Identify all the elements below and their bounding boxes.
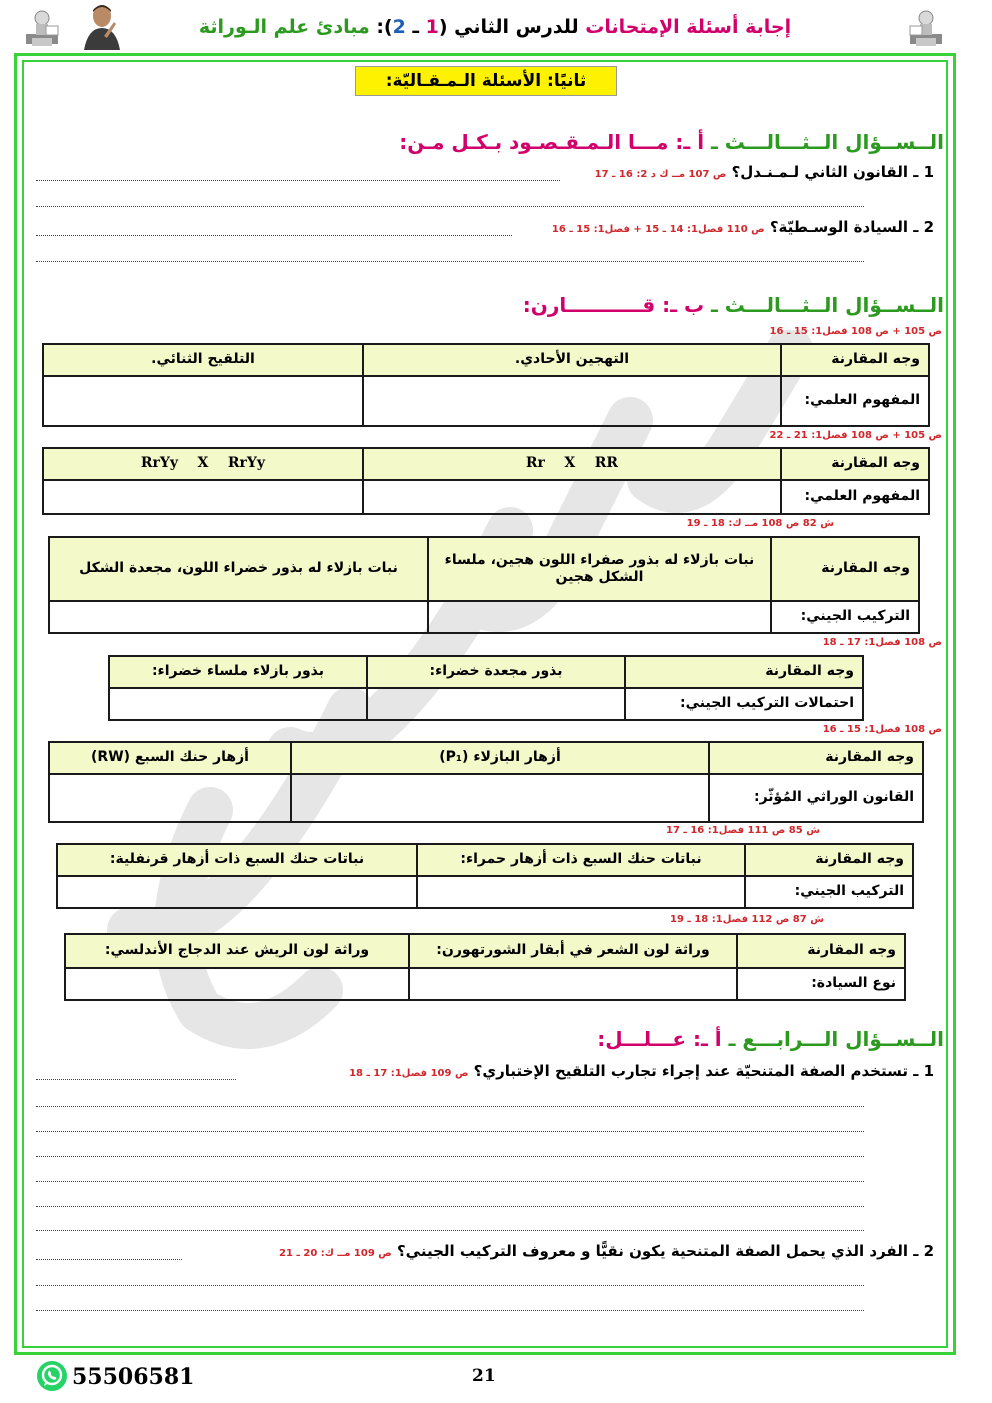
answer-cell[interactable] <box>363 376 781 426</box>
answer-line[interactable] <box>36 1285 864 1286</box>
q3a-item-2 <box>552 218 934 236</box>
header-title-part2: للدرس الثاني ( <box>438 16 586 38</box>
question-3a-heading <box>399 130 944 154</box>
q3b-label: الــســؤال الــثـــالـــث ـ <box>704 293 944 317</box>
comparison-table-5 <box>48 741 924 823</box>
table-cell: وجه المقارنة <box>625 656 863 688</box>
answer-cell[interactable] <box>363 480 781 514</box>
answer-line[interactable] <box>36 1310 864 1311</box>
comparison-table-6 <box>56 843 914 909</box>
table-cell: التلقيح الثنائي. <box>43 344 363 376</box>
q3a-label: الــســؤال الــثـــالـــث ـ <box>704 130 944 154</box>
q4a-text: : عـــلـــل: <box>597 1027 701 1051</box>
question-4a-heading <box>597 1027 944 1051</box>
student-desk-icon-right <box>906 8 946 48</box>
footer-phone: 55506581 <box>72 1364 195 1390</box>
table-cell: وراثة لون الريش عند الدجاج الأندلسي: <box>65 934 409 968</box>
answer-cell[interactable] <box>417 876 745 908</box>
table-row-label: نوع السيادة: <box>737 968 905 1000</box>
answer-cell[interactable] <box>367 688 625 720</box>
answer-line[interactable] <box>36 1079 236 1080</box>
q4a-item-2-ref: ص 109 مــ ك: 20 ـ 21 <box>279 1248 392 1259</box>
q3a-text: : مـــا الـمـقـصـود بـكـل مـن: <box>399 130 684 154</box>
q4a-part: أ ـ <box>700 1027 722 1051</box>
page-header-title <box>170 16 820 38</box>
table-cell: أزهار البازلاء (P₁) <box>291 742 709 774</box>
answer-cell[interactable] <box>409 968 737 1000</box>
answer-cell[interactable] <box>65 968 409 1000</box>
answer-line[interactable] <box>36 1131 864 1132</box>
table-row-label: احتمالات التركيب الجيني: <box>625 688 863 720</box>
table-cell: وراثة لون الشعر في أبقار الشورتهورن: <box>409 934 737 968</box>
table-cell: بذور مجعدة خضراء: <box>367 656 625 688</box>
answer-cell[interactable] <box>49 774 291 822</box>
q3b-text: : قـــــــــــارن: <box>522 293 671 317</box>
answer-line[interactable] <box>36 261 864 262</box>
teacher-photo-icon <box>80 2 124 50</box>
q4a-item-2 <box>279 1242 934 1260</box>
answer-line[interactable] <box>36 1106 864 1107</box>
table-cell: نبات بازلاء له بذور خضراء اللون، مجعدة الشكل <box>49 537 428 601</box>
table-row-label: المفهوم العلمي: <box>781 480 929 514</box>
table-cell: وجه المقارنة <box>781 344 929 376</box>
answer-cell[interactable] <box>57 876 417 908</box>
q3a-item-2-ref: ص 110 فصل1: 14 ـ 15 + فصل1: 15 ـ 16 <box>551 224 765 235</box>
table-7-ref: ش 87 ص 112 فصل1: 18 ـ 19 <box>670 914 824 925</box>
answer-cell[interactable] <box>428 601 771 633</box>
answer-line[interactable] <box>36 1259 182 1260</box>
header-title-part4: مبادئ علم الـوراثة <box>198 16 370 38</box>
q3a-item-1 <box>595 163 934 181</box>
q4a-label: الــســؤال الـــرابـــع ـ <box>721 1027 944 1051</box>
comparison-table-2 <box>42 447 930 515</box>
q3a-item-1-text: 1 ـ القانون الثاني لـمـنـدل؟ <box>731 163 934 181</box>
table-6-ref: ش 85 ص 111 فصل1: 16 ـ 17 <box>666 825 820 836</box>
header-title-num1: 1 <box>425 16 439 38</box>
table-row-label: التركيب الجيني: <box>745 876 913 908</box>
whatsapp-icon <box>36 1360 68 1392</box>
table-cell: وجه المقارنة <box>709 742 923 774</box>
answer-cell[interactable] <box>43 376 363 426</box>
table-cell: RrYy X RrYy <box>43 448 363 480</box>
table-5-ref: ص 108 فصل1: 15 ـ 16 <box>822 724 942 735</box>
q4a-item-1-ref: ص 109 فصل1: 17 ـ 18 <box>349 1068 469 1079</box>
table-3-ref: ش 82 ص 108 مــ ك: 18 ـ 19 <box>686 518 834 529</box>
table-cell: وجه المقارنة <box>745 844 913 876</box>
q4a-item-2-text: 2 ـ الفرد الذي يحمل الصفة المتنحية يكون نقيًّا و معروف التركيب الجيني؟ <box>396 1242 934 1260</box>
question-3b-heading <box>523 293 944 317</box>
answer-cell[interactable] <box>49 601 428 633</box>
q4a-item-1-text: 1 ـ تستخدم الصفة المتنحيّة عند إجراء تجارب التلقيح الإختباري؟ <box>473 1062 934 1080</box>
header-title-sep: ـ <box>405 16 426 38</box>
table-cell: نبات بازلاء له بذور صفراء اللون هجين، ملساء الشكل هجين <box>428 537 771 601</box>
table-row-label: التركيب الجيني: <box>771 601 919 633</box>
table-4-ref: ص 108 فصل1: 17 ـ 18 <box>822 637 942 648</box>
table-cell: نباتات حنك السبع ذات أزهار حمراء: <box>417 844 745 876</box>
answer-line[interactable] <box>36 1156 864 1157</box>
q3a-item-1-ref: ص 107 مــ ك د 2: 16 ـ 17 <box>594 169 727 180</box>
q4a-item-1 <box>349 1062 934 1080</box>
table-cell: وجه المقارنة <box>771 537 919 601</box>
table-1-ref: ص 105 + ص 108 فصل1: 15 ـ 16 <box>769 326 942 337</box>
answer-line[interactable] <box>36 180 560 181</box>
answer-cell[interactable] <box>43 480 363 514</box>
answer-line[interactable] <box>36 1230 864 1231</box>
answer-line[interactable] <box>36 1181 864 1182</box>
table-cell: وجه المقارنة <box>737 934 905 968</box>
table-cell: بذور بازلاء ملساء خضراء: <box>109 656 367 688</box>
comparison-table-3 <box>48 536 920 634</box>
comparison-table-7 <box>64 933 906 1001</box>
answer-line[interactable] <box>36 1206 864 1207</box>
comparison-table-4 <box>108 655 864 721</box>
table-row-label: المفهوم العلمي: <box>781 376 929 426</box>
answer-cell[interactable] <box>291 774 709 822</box>
table-cell: نباتات حنك السبع ذات أزهار قرنفلية: <box>57 844 417 876</box>
header-title-num2: 2 <box>392 16 406 38</box>
table-2-ref: ص 105 + ص 108 فصل1: 21 ـ 22 <box>769 430 942 441</box>
student-desk-icon <box>22 8 62 48</box>
header-title-part1: إجابة أسئلة الإمتحانات <box>585 16 792 38</box>
table-cell: التهجين الأحادي. <box>363 344 781 376</box>
answer-cell[interactable] <box>109 688 367 720</box>
q3a-part: أ ـ <box>683 130 705 154</box>
page-number: 21 <box>472 1366 496 1386</box>
table-cell: أزهار حنك السبع (RW) <box>49 742 291 774</box>
answer-line[interactable] <box>36 235 512 236</box>
header-title-part3: ): <box>369 16 393 38</box>
table-cell: وجه المقارنة <box>781 448 929 480</box>
table-row-label: القانون الوراثي المُؤثّر: <box>709 774 923 822</box>
q3a-item-2-text: 2 ـ السيادة الوسـطيّة؟ <box>769 218 934 236</box>
q3b-part: ب ـ <box>670 293 705 317</box>
table-cell: Rr X RR <box>363 448 781 480</box>
answer-line[interactable] <box>36 206 864 207</box>
section-title: ثانيًا: الأسئلة الـمـقـاليّة: <box>355 66 617 96</box>
comparison-table-1 <box>42 343 930 427</box>
